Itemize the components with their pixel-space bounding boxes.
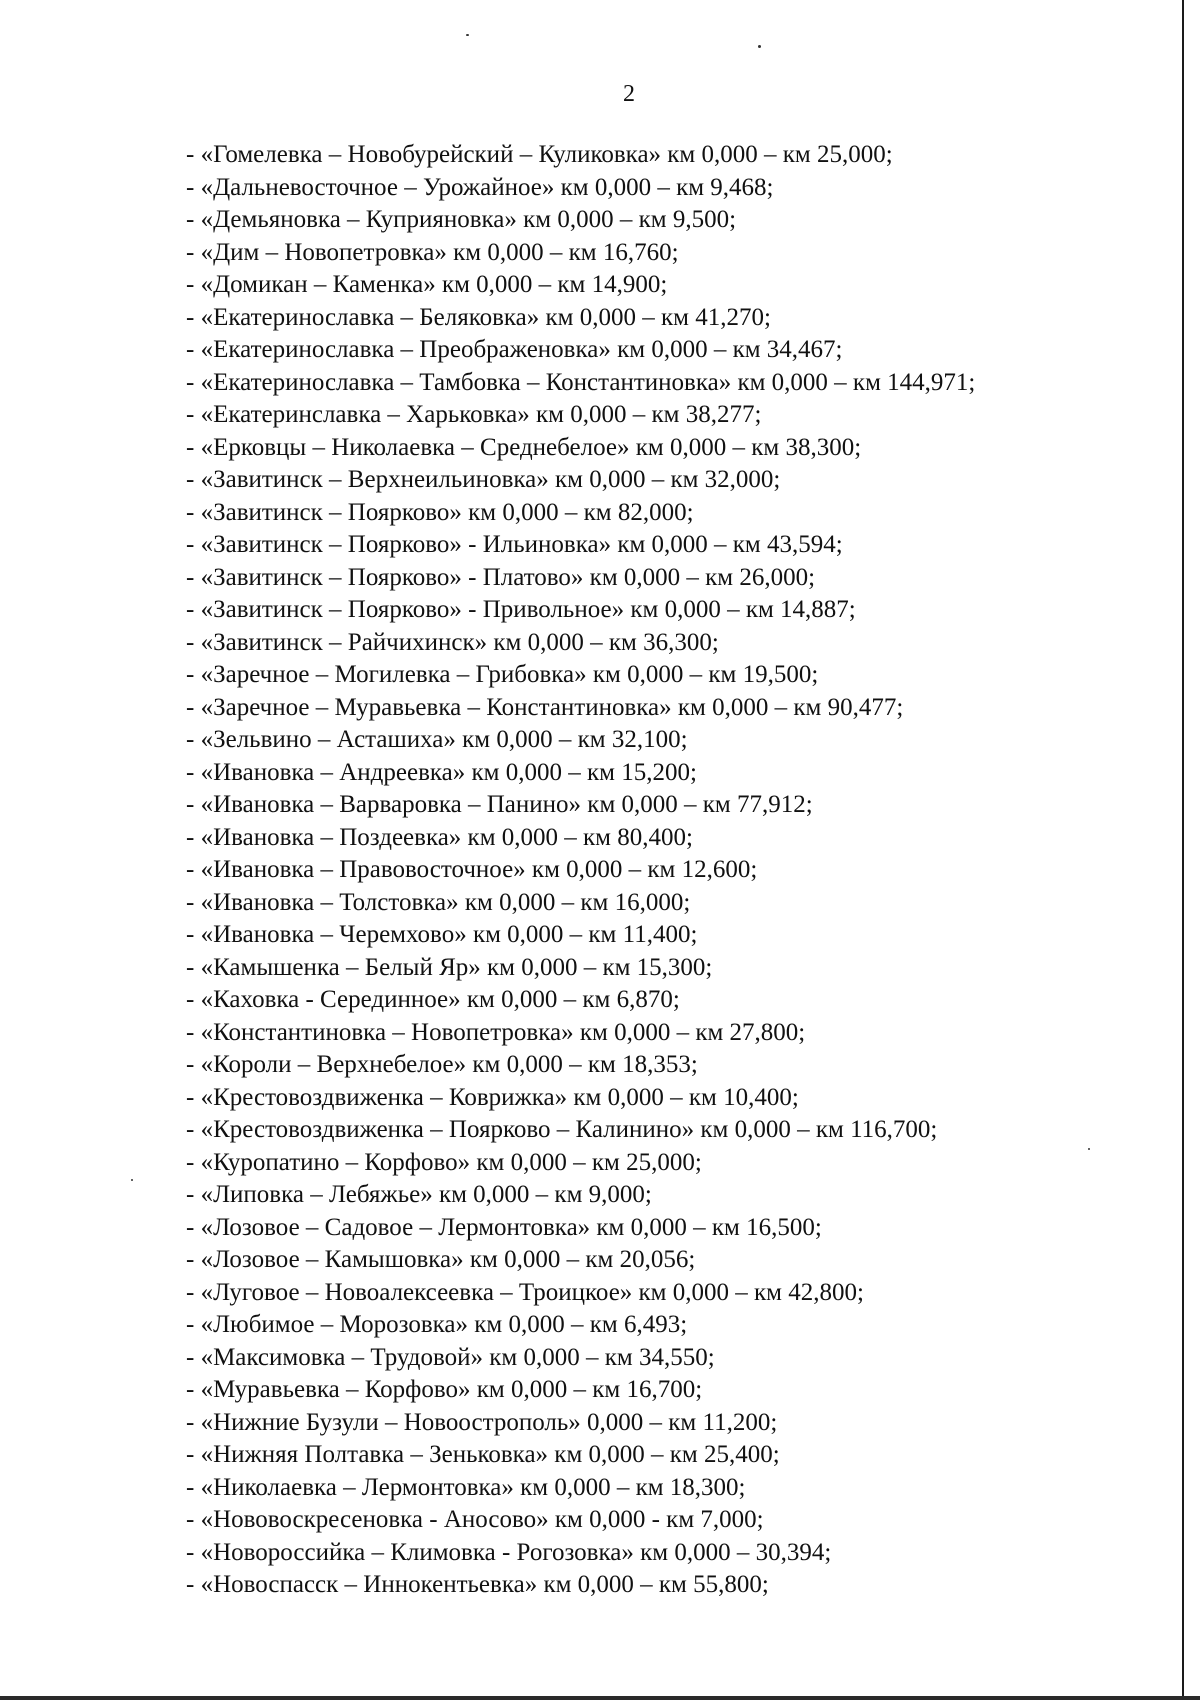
road-list-item: - «Гомелевка – Новобурейский – Куликовка» км 0,000 – км 25,000; bbox=[186, 141, 893, 168]
road-list-item: - «Ивановка – Андреевка» км 0,000 – км 15,200; bbox=[186, 758, 697, 786]
road-list-item: - «Зельвино – Асташиха» км 0,000 – км 32,100; bbox=[186, 726, 688, 753]
road-list-item: - «Дим – Новопетровка» км 0,000 – км 16,760; bbox=[186, 238, 679, 266]
road-list-item: - «Дальневосточное – Урожайное» км 0,000 – км 9,468; bbox=[186, 173, 774, 201]
scan-speck bbox=[466, 34, 469, 36]
road-list-item: - «Екатеринославка – Преображеновка» км 0,000 – км 34,467; bbox=[186, 336, 843, 363]
road-list-item: - «Ивановка – Правовосточное» км 0,000 – км 12,600; bbox=[186, 856, 758, 883]
road-list-item: - «Куропатино – Корфово» км 0,000 – км 25,000; bbox=[186, 1148, 702, 1176]
road-list-item: - «Камышенка – Белый Яр» км 0,000 – км 15,300; bbox=[186, 953, 713, 981]
road-list-item: - «Ерковцы – Николаевка – Среднебелое» км 0,000 – км 38,300; bbox=[186, 433, 862, 461]
road-list-item: - «Каховка - Серединное» км 0,000 – км 6,870; bbox=[186, 986, 680, 1013]
road-list-item: - «Новороссийка – Климовка - Рогозовка» км 0,000 – 30,394; bbox=[186, 1538, 832, 1566]
road-list-item: - «Нововоскресеновка - Аносово» км 0,000 - км 7,000; bbox=[186, 1506, 764, 1533]
road-list-item: - «Максимовка – Трудовой» км 0,000 – км 34,550; bbox=[186, 1343, 715, 1371]
road-list-item: - «Завитинск – Райчихинск» км 0,000 – км 36,300; bbox=[186, 628, 719, 656]
page-number: 2 bbox=[623, 81, 635, 107]
road-list-item: - «Любимое – Морозовка» км 0,000 – км 6,493; bbox=[186, 1311, 688, 1338]
road-list-item: - «Завитинск – Поярково» - Привольное» км 0,000 – км 14,887; bbox=[186, 596, 856, 623]
road-list-item: - «Заречное – Могилевка – Грибовка» км 0,000 – км 19,500; bbox=[186, 661, 819, 688]
road-list-item: - «Николаевка – Лермонтовка» км 0,000 – км 18,300; bbox=[186, 1473, 746, 1501]
road-list-item: - «Ивановка – Черемхово» км 0,000 – км 11,400; bbox=[186, 921, 698, 948]
road-list-item: - «Муравьевка – Корфово» км 0,000 – км 16,700; bbox=[186, 1376, 703, 1403]
road-list-item: - «Домикан – Каменка» км 0,000 – км 14,900; bbox=[186, 271, 668, 298]
road-list-item: - «Крестовоздвиженка – Коврижка» км 0,000 – км 10,400; bbox=[186, 1083, 799, 1111]
scan-speck bbox=[758, 45, 761, 48]
scan-speck bbox=[131, 1179, 133, 1181]
road-list-item: - «Завитинск – Верхнеильиновка» км 0,000 – км 32,000; bbox=[186, 466, 781, 493]
road-list-item: - «Луговое – Новоалексеевка – Троицкое» км 0,000 – км 42,800; bbox=[186, 1278, 864, 1306]
road-list-item: - «Липовка – Лебяжье» км 0,000 – км 9,000; bbox=[186, 1181, 652, 1208]
road-list-item: - «Ивановка – Поздеевка» км 0,000 – км 80,400; bbox=[186, 823, 693, 851]
road-list bbox=[186, 139, 1186, 1602]
road-list-item: - «Завитинск – Поярково» - Ильиновка» км 0,000 – км 43,594; bbox=[186, 531, 843, 558]
scan-edge-bottom bbox=[0, 1696, 1200, 1700]
road-list-item: - «Лозовое – Садовое – Лермонтовка» км 0,000 – км 16,500; bbox=[186, 1213, 822, 1241]
road-list-item: - «Демьяновка – Куприяновка» км 0,000 – км 9,500; bbox=[186, 206, 737, 233]
road-list-item: - «Короли – Верхнебелое» км 0,000 – км 18,353; bbox=[186, 1051, 698, 1078]
road-list-item: - «Екатеринславка – Харьковка» км 0,000 – км 38,277; bbox=[186, 401, 762, 428]
road-list-item: - «Завитинск – Поярково» - Платово» км 0,000 – км 26,000; bbox=[186, 563, 816, 591]
road-list-item: - «Нижние Бузули – Новоострополь» 0,000 – км 11,200; bbox=[186, 1408, 778, 1436]
road-list-item: - «Екатеринославка – Беляковка» км 0,000 – км 41,270; bbox=[186, 303, 771, 331]
road-list-item: - «Крестовоздвиженка – Поярково – Калинино» км 0,000 – км 116,700; bbox=[186, 1116, 938, 1143]
road-list-item: - «Ивановка – Варваровка – Панино» км 0,000 – км 77,912; bbox=[186, 791, 813, 818]
road-list-item: - «Ивановка – Толстовка» км 0,000 – км 16,000; bbox=[186, 888, 691, 916]
road-list-item: - «Заречное – Муравьевка – Константиновка» км 0,000 – км 90,477; bbox=[186, 693, 904, 721]
road-list-item: - «Новоспасск – Иннокентьевка» км 0,000 – км 55,800; bbox=[186, 1571, 769, 1598]
road-list-item: - «Лозовое – Камышовка» км 0,000 – км 20,056; bbox=[186, 1246, 696, 1273]
road-list-item: - «Завитинск – Поярково» км 0,000 – км 82,000; bbox=[186, 498, 694, 526]
road-list-item: - «Константиновка – Новопетровка» км 0,000 – км 27,800; bbox=[186, 1018, 806, 1046]
road-list-item: - «Екатеринославка – Тамбовка – Константиновка» км 0,000 – км 144,971; bbox=[186, 368, 976, 396]
road-list-item: - «Нижняя Полтавка – Зеньковка» км 0,000 – км 25,400; bbox=[186, 1441, 780, 1468]
